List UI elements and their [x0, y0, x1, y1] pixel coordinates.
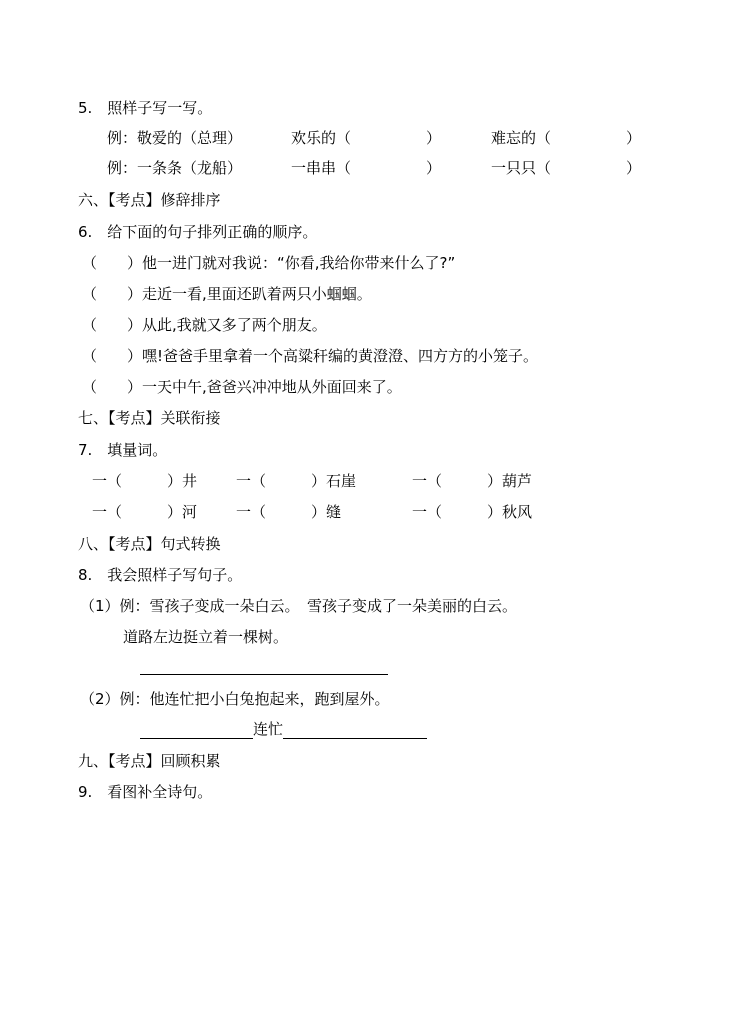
section-8-heading: 八、【考点】句式转换 [78, 535, 221, 553]
q7-item-jing: 一（ ）井 [92, 472, 198, 490]
q7-item-he: 一（ ）河 [92, 503, 198, 521]
q8-part2-blank-before[interactable] [140, 720, 253, 739]
q8-part1-example: （1）例：雪孩子变成一朵白云。 雪孩子变成了一朵美丽的白云。 [80, 597, 518, 615]
q8-part2-answer[interactable] [140, 719, 427, 739]
q8-title: 8. 我会照样子写句子。 [78, 566, 243, 584]
q7-item-qiufeng: 一（ ）秋风 [412, 503, 533, 521]
q7-item-shiya: 一（ ）石崖 [236, 472, 357, 490]
q8-part2-blank-after[interactable] [283, 720, 427, 739]
section-7-heading: 七、【考点】关联衔接 [78, 409, 221, 427]
q5-item-nanwang: 难忘的（ ） [491, 129, 642, 147]
q6-item-5: （ ）一天中午,爸爸兴冲冲地从外面回来了。 [82, 378, 402, 396]
q9-title: 9. 看图补全诗句。 [78, 783, 213, 801]
q8-part1-answer-line[interactable] [140, 655, 388, 675]
q7-item-feng: 一（ ）缝 [236, 503, 342, 521]
q8-part1-task: 道路左边挺立着一棵树。 [123, 628, 289, 646]
q5-example-1: 例：敬爱的（总理） [107, 129, 243, 147]
section-6-heading: 六、【考点】修辞排序 [78, 191, 221, 209]
q6-title: 6. 给下面的句子排列正确的顺序。 [78, 223, 318, 241]
q6-item-3: （ ）从此,我就又多了两个朋友。 [82, 316, 327, 334]
q5-item-yizhizhi: 一只只（ ） [491, 159, 642, 177]
q6-item-4: （ ）嘿!爸爸手里拿着一个高粱秆编的黄澄澄、四方方的小笼子。 [82, 347, 539, 365]
q5-example-2: 例：一条条（龙船） [107, 159, 243, 177]
q6-item-1: （ ）他一进门就对我说：“你看,我给你带来什么了?” [82, 254, 456, 272]
q7-title: 7. 填量词。 [78, 441, 168, 459]
q5-title: 5. 照样子写一写。 [78, 99, 213, 117]
q8-part2-example: （2）例：他连忙把小白兔抱起来，跑到屋外。 [80, 690, 390, 708]
q8-part2-word: 连忙 [253, 720, 284, 738]
q6-item-2: （ ）走近一看,里面还趴着两只小蝈蝈。 [82, 285, 372, 303]
q5-item-huanle: 欢乐的（ ） [291, 129, 442, 147]
q7-item-hulu: 一（ ）葫芦 [412, 472, 533, 490]
q5-item-yichuanchuan: 一串串（ ） [291, 159, 442, 177]
section-9-heading: 九、【考点】回顾积累 [78, 752, 221, 770]
